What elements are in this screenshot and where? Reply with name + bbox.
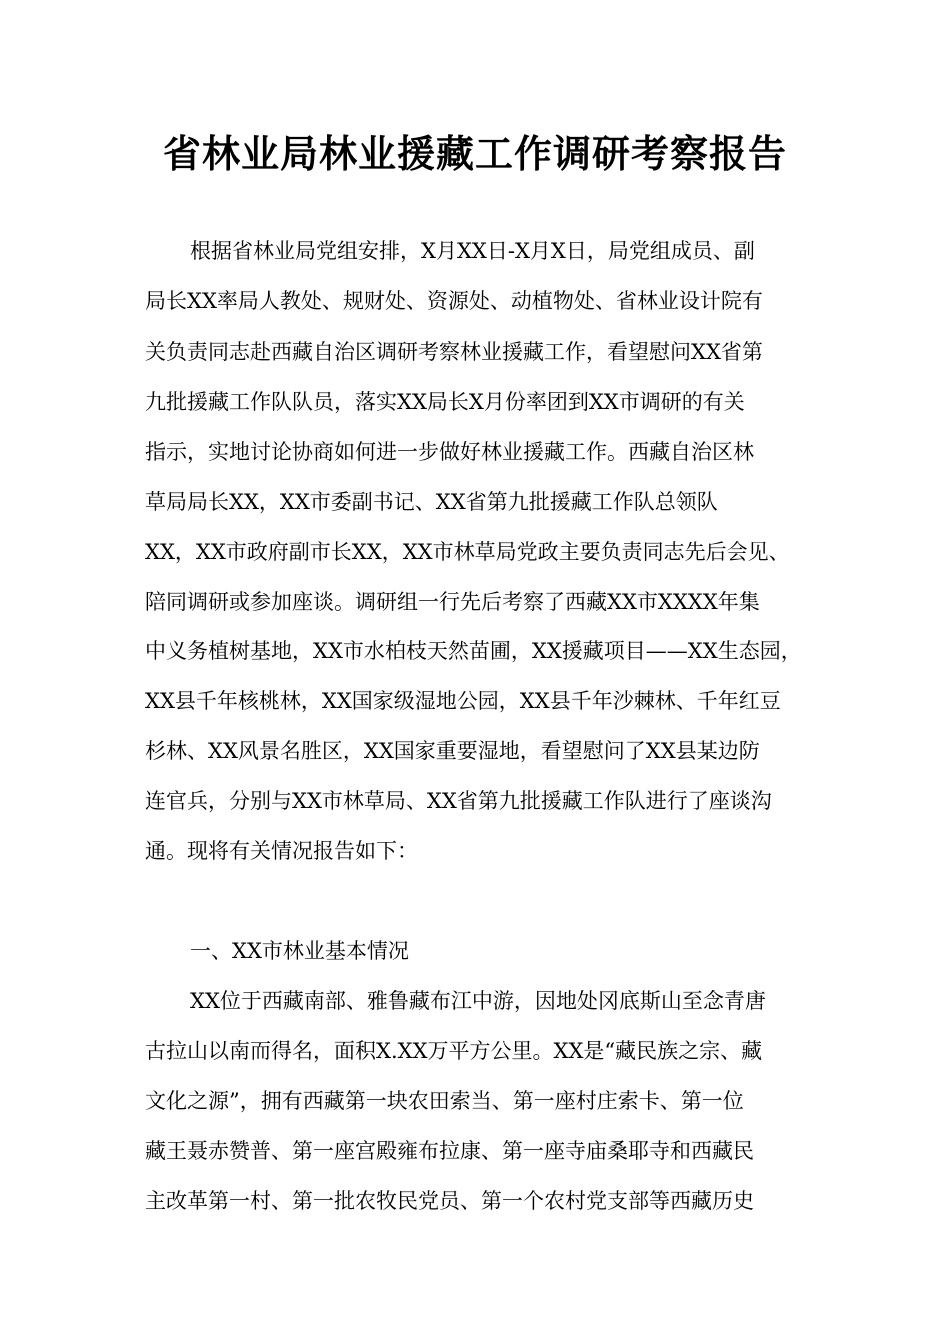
paragraph-line: 藏王聂赤赞普、第一座宫殿雍布拉康、第一座寺庙桑耶寺和西藏民 bbox=[145, 1139, 754, 1163]
paragraph-line: 指示，实地讨论协商如何进一步做好林业援藏工作。西藏自治区林 bbox=[145, 440, 754, 464]
paragraph-line: XX县千年核桃林，XX国家级湿地公园，XX县千年沙棘林、千年红豆 bbox=[145, 689, 781, 713]
paragraph-line: 古拉山以南而得名，面积X.XX万平方公里。XX是“藏民族之宗、藏 bbox=[145, 1039, 763, 1063]
paragraph-line: XX位于西藏南部、雅鲁藏布江中游，因地处冈底斯山至念青唐 bbox=[190, 989, 766, 1013]
paragraph-line: 通。现将有关情况报告如下： bbox=[145, 839, 418, 863]
paragraph-line: 中义务植树基地，XX市水柏枝天然苗圃，XX援藏项目——XX生态园， bbox=[145, 639, 802, 663]
paragraph-line: 主改革第一村、第一批农牧民党员、第一个农村党支部等西藏历史 bbox=[145, 1189, 754, 1213]
paragraph-line: 文化之源”，拥有西藏第一块农田索当、第一座村庄索卡、第一位 bbox=[145, 1089, 744, 1113]
paragraph-line: 杉林、XX风景名胜区，XX国家重要湿地，看望慰问了XX县某边防 bbox=[145, 739, 760, 763]
paragraph-line: 陪同调研或参加座谈。调研组一行先后考察了西藏XX市XXXX年集 bbox=[145, 590, 760, 614]
section-heading: 一、XX市林业基本情况 bbox=[190, 939, 409, 963]
paragraph-line: 草局局长XX，XX市委副书记、XX省第九批援藏工作队总领队 bbox=[145, 490, 718, 514]
paragraph-line: 局长XX率局人教处、规财处、资源处、动植物处、省林业设计院有 bbox=[145, 289, 763, 313]
paragraph-line: XX，XX市政府副市长XX，XX市林草局党政主要负责同志先后会见、 bbox=[145, 540, 790, 564]
paragraph-line: 九批援藏工作队队员，落实XX局长X月份率团到XX市调研的有关 bbox=[145, 390, 745, 414]
paragraph-line: 根据省林业局党组安排，X月XX日-X月X日，局党组成员、副 bbox=[190, 239, 755, 263]
paragraph-line: 连官兵，分别与XX市林草局、XX省第九批援藏工作队进行了座谈沟 bbox=[145, 789, 772, 813]
document-title: 省林业局林业援藏工作调研考察报告 bbox=[162, 132, 787, 176]
paragraph-line: 关负责同志赴西藏自治区调研考察林业援藏工作，看望慰问XX省第 bbox=[145, 340, 763, 364]
